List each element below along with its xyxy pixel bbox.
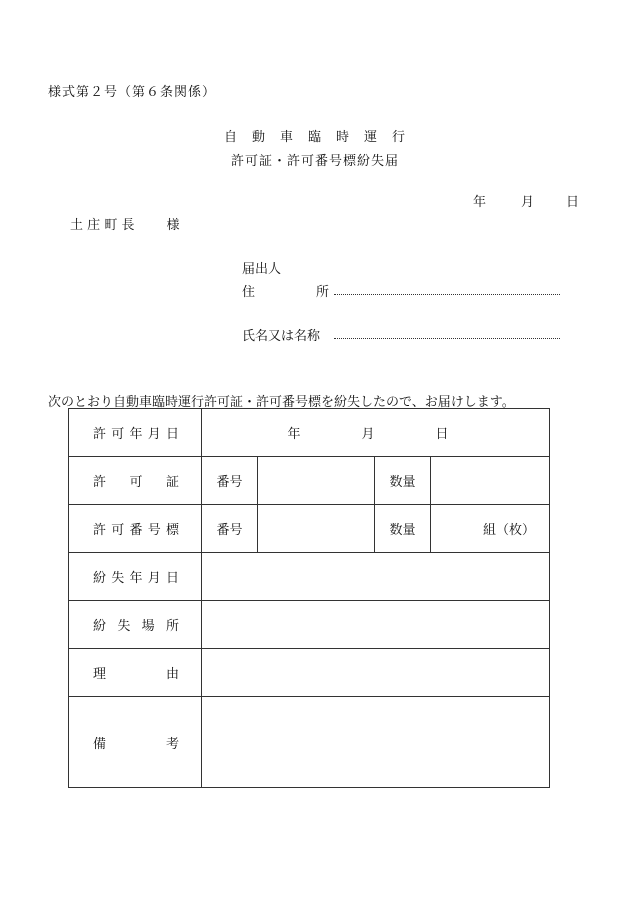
statement-text: 次のとおり自動車臨時運行許可証・許可番号標を紛失したので、お届けします。 (48, 395, 515, 410)
title-line-1 (0, 126, 630, 145)
applicant-label: 届出人 (242, 262, 282, 277)
address-field[interactable] (334, 294, 560, 295)
loss-date-field[interactable] (202, 553, 550, 601)
title-char: 車 (279, 130, 294, 145)
addressee-char: 庄 (87, 218, 101, 233)
form-number-label: 様式第２号（第６条関係） (48, 85, 217, 100)
permit-quantity-field[interactable] (431, 457, 550, 505)
date-month: 月 (521, 195, 535, 210)
row-label-loss-date: 紛 失 年 月 日 (69, 553, 202, 601)
table-row-permit (69, 457, 550, 505)
title-char: 運 (364, 130, 379, 145)
title-char: 自 (223, 130, 238, 145)
table-row-loss-date (69, 553, 550, 601)
addressee-char: 町 (104, 218, 118, 233)
addressee (70, 214, 180, 233)
date-day: 日 (566, 195, 580, 210)
title-char: 時 (336, 130, 351, 145)
addressee-char: 土 (70, 218, 84, 233)
permit-number-label: 番号 (202, 457, 258, 505)
address-label (242, 281, 329, 300)
row-label-plate: 許 可 番 号 標 (69, 505, 202, 553)
address-char: 所 (316, 285, 330, 300)
row-label-remarks: 備 考 (69, 697, 202, 788)
plate-number-label: 番号 (202, 505, 258, 553)
title-line-2: 許可証・許可番号標紛失届 (230, 154, 399, 169)
table-row-remarks (69, 697, 550, 788)
loss-report-table (68, 408, 550, 788)
table-row-loss-place (69, 601, 550, 649)
remarks-field[interactable] (202, 697, 550, 788)
permit-quantity-label: 数量 (375, 457, 431, 505)
plate-quantity-label: 数量 (375, 505, 431, 553)
plate-unit: 組（枚） (483, 523, 536, 538)
date-year: 年 (473, 195, 487, 210)
table-row-permit-date (69, 409, 550, 457)
addressee-honorific: 様 (166, 218, 180, 233)
addressee-char: 長 (121, 218, 135, 233)
plate-number-field[interactable] (258, 505, 375, 553)
row-label-permit: 許 可 証 (69, 457, 202, 505)
name-field[interactable] (334, 338, 560, 339)
row-label-reason: 理 由 (69, 649, 202, 697)
address-char: 住 (242, 285, 256, 300)
title-char: 臨 (307, 130, 322, 145)
name-label: 氏名又は名称 (242, 329, 321, 344)
permit-number-field[interactable] (258, 457, 375, 505)
table-row-reason (69, 649, 550, 697)
plate-quantity-field[interactable] (431, 505, 550, 553)
table-row-plate (69, 505, 550, 553)
row-label-permit-date: 許 可 年 月 日 (69, 409, 202, 457)
reason-field[interactable] (202, 649, 550, 697)
title-char: 行 (392, 130, 407, 145)
permit-date-cell[interactable]: 年 月 日 (202, 409, 550, 457)
title-char: 動 (251, 130, 266, 145)
row-label-loss-place: 紛 失 場 所 (69, 601, 202, 649)
loss-place-field[interactable] (202, 601, 550, 649)
